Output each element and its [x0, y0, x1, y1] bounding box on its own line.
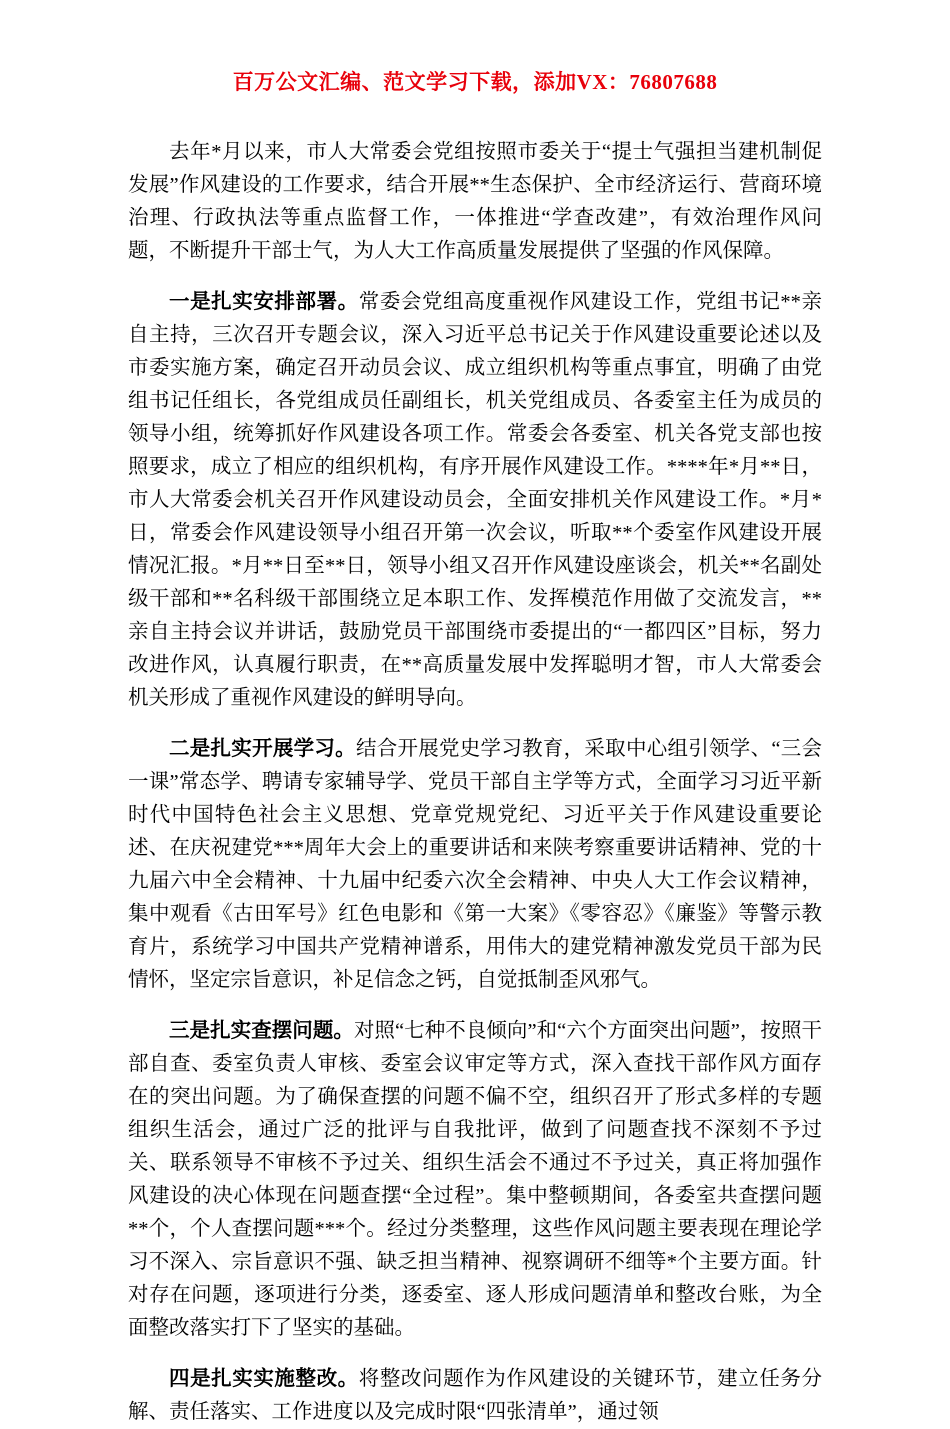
- paragraph-5: [128, 1363, 822, 1429]
- paragraph-4-text: 对照“七种不良倾向”和“六个方面突出问题”，按照干部自查、委室负责人审核、委室会议审定等方式，深入查找干部作风方面存在的突出问题。为了确保查摆的问题不偏不空，组织召开了形式多样的专题组织生活会，通过广泛的批评与自我批评，做到了问题查找不深刻不予过关、联系领导不审核不予过关、组织生活会不通过不予过关，真正将加强作风建设的决心体现在问题查摆“全过程”。集中整顿期间，各委室共查摆问题**个，个人查摆问题***个。经过分类整理，这些作风问题主要表现在理论学习不深入、宗旨意识不强、缺乏担当精神、视察调研不细等*个主要方面。针对存在问题，逐项进行分类，逐委室、逐人形成问题清单和整改台账，为全面整改落实打下了坚实的基础。: [128, 1020, 822, 1339]
- paragraph-4-lead: 三是扎实查摆问题。: [169, 1020, 354, 1042]
- paragraph-4: [128, 1015, 822, 1345]
- paragraph-3-lead: 二是扎实开展学习。: [169, 738, 356, 760]
- paragraph-1: [128, 136, 822, 268]
- paragraph-1-text: 去年*月以来，市人大常委会党组按照市委关于“提士气强担当建机制促发展”作风建设的工作要求，结合开展**生态保护、全市经济运行、营商环境治理、行政执法等重点监督工作，一体推进“学查改建”，有效治理作风问题，不断提升干部士气，为人大工作高质量发展提供了坚强的作风保障。: [128, 141, 822, 262]
- promo-banner: 百万公文汇编、范文学习下载，添加VX：76807688: [232, 70, 718, 94]
- paragraph-2: [128, 286, 822, 715]
- paragraph-3: [128, 733, 822, 997]
- paragraph-2-text: 常委会党组高度重视作风建设工作，党组书记**亲自主持，三次召开专题会议，深入习近平总书记关于作风建设重要论述以及市委实施方案，确定召开动员会议、成立组织机构等重点事宜，明确了由党组书记任组长，各党组成员任副组长，机关党组成员、各委室主任为成员的领导小组，统筹抓好作风建设各项工作。常委会各委室、机关各党支部也按照要求，成立了相应的组织机构，有序开展作风建设工作。****年*月**日，市人大常委会机关召开作风建设动员会，全面安排机关作风建设工作。*月*日，常委会作风建设领导小组召开第一次会议，听取**个委室作风建设开展情况汇报。*月**日至**日，领导小组又召开作风建设座谈会，机关**名副处级干部和**名科级干部围绕立足本职工作、发挥模范作用做了交流发言，**亲自主持会议并讲话，鼓励党员干部围绕市委提出的“一都四区”目标，努力改进作风，认真履行职责，在**高质量发展中发挥聪明才智，市人大常委会机关形成了重视作风建设的鲜明导向。: [128, 291, 822, 709]
- paragraph-3-text: 结合开展党史学习教育，采取中心组引领学、“三会一课”常态学、聘请专家辅导学、党员干部自主学等方式，全面学习习近平新时代中国特色社会主义思想、党章党规党纪、习近平关于作风建设重要论述、在庆祝建党***周年大会上的重要讲话和来陕考察重要讲话精神、党的十九届六中全会精神、十九届中纪委六次全会精神、中央人大工作会议精神，集中观看《古田军号》红色电影和《第一大案》《零容忍》《廉鉴》等警示教育片，系统学习中国共产党精神谱系，用伟大的建党精神激发党员干部为民情怀，坚定宗旨意识，补足信念之钙，自觉抵制歪风邪气。: [128, 738, 822, 991]
- paragraph-5-lead: 四是扎实实施整改。: [169, 1368, 359, 1390]
- paragraph-5-text: 将整改问题作为作风建设的关键环节，建立任务分解、责任落实、工作进度以及完成时限“四张清单”，通过领: [128, 1368, 822, 1423]
- document-body: [128, 136, 822, 1429]
- paragraph-2-lead: 一是扎实安排部署。: [169, 291, 359, 313]
